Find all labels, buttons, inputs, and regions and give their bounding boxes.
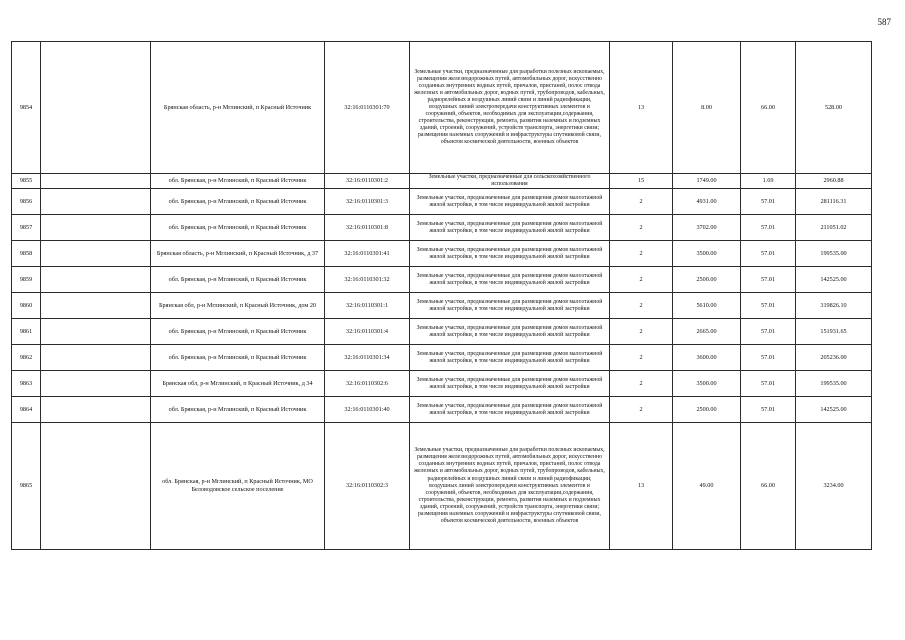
cell-cadastral-number: 32:16:0110301:32	[325, 267, 410, 293]
cell-address: Брянская обл, р-н Мглинский, п Красный Источник, д 34	[151, 371, 325, 397]
cell-record-number: 9863	[12, 371, 41, 397]
cell-cadastral-value: 199535.00	[796, 241, 872, 267]
cell-address: обл. Брянская, р-н Мглинский, п Красный Источник	[151, 215, 325, 241]
cell-type-code: 2	[610, 241, 673, 267]
table-row	[12, 371, 872, 397]
cell-cadastral-number: 32:16:0110302:6	[325, 371, 410, 397]
cell-land-use-purpose: Земельные участки, предназначенные для размещения домов малоэтажной жилой застройки, в том числе индивидуальной жилой застройки	[410, 371, 610, 397]
table-row	[12, 345, 872, 371]
land-plots-table	[11, 41, 872, 550]
cell-type-code: 13	[610, 42, 673, 174]
table-row	[12, 241, 872, 267]
cell-type-code: 2	[610, 215, 673, 241]
cell-empty	[41, 189, 151, 215]
cell-cadastral-number: 32:16:0110301:4	[325, 319, 410, 345]
cell-cadastral-value: 281116.31	[796, 189, 872, 215]
cell-cadastral-number: 32:16:0110301:2	[325, 174, 410, 189]
cell-empty	[41, 267, 151, 293]
cell-empty	[41, 215, 151, 241]
cell-rate: 66.00	[741, 423, 796, 550]
cell-address: обл. Брянская, р-н Мглинский, п Красный Источник	[151, 267, 325, 293]
cell-type-code: 13	[610, 423, 673, 550]
table-row	[12, 42, 872, 174]
cell-address: Брянская область, р-н Мглинский, п Красный Источник, д 37	[151, 241, 325, 267]
cell-record-number: 9858	[12, 241, 41, 267]
cell-record-number: 9859	[12, 267, 41, 293]
table-body	[12, 42, 872, 550]
cell-cadastral-number: 32:16:0110301:41	[325, 241, 410, 267]
cell-type-code: 2	[610, 397, 673, 423]
cell-empty	[41, 319, 151, 345]
table-row	[12, 215, 872, 241]
cell-cadastral-number: 32:16:0110301:8	[325, 215, 410, 241]
cell-land-use-purpose: Земельные участки, предназначенные для размещения домов малоэтажной жилой застройки, в том числе индивидуальной жилой застройки	[410, 293, 610, 319]
table-row	[12, 189, 872, 215]
cell-cadastral-number: 32:16:0110301:70	[325, 42, 410, 174]
cell-cadastral-number: 32:16:0110301:3	[325, 189, 410, 215]
cell-land-use-purpose: Земельные участки, предназначенные для размещения домов малоэтажной жилой застройки, в том числе индивидуальной жилой застройки	[410, 319, 610, 345]
cell-cadastral-value: 151931.65	[796, 319, 872, 345]
cell-area: 2500.00	[673, 267, 741, 293]
cell-type-code: 2	[610, 345, 673, 371]
cell-cadastral-value: 2960.88	[796, 174, 872, 189]
cell-record-number: 9860	[12, 293, 41, 319]
cell-cadastral-number: 32:16:0110302:3	[325, 423, 410, 550]
cell-rate: 57.01	[741, 319, 796, 345]
table-row	[12, 174, 872, 189]
cell-area: 5610.00	[673, 293, 741, 319]
cell-land-use-purpose: Земельные участки, предназначенные для размещения домов малоэтажной жилой застройки, в том числе индивидуальной жилой застройки	[410, 397, 610, 423]
cell-rate: 57.01	[741, 371, 796, 397]
cell-type-code: 2	[610, 293, 673, 319]
cell-cadastral-value: 142525.00	[796, 267, 872, 293]
cell-address: Брянская область, р-н Мглинский, п Красный Источник	[151, 42, 325, 174]
cell-empty	[41, 423, 151, 550]
cell-record-number: 9865	[12, 423, 41, 550]
cell-area: 8.00	[673, 42, 741, 174]
cell-empty	[41, 174, 151, 189]
cell-area: 3600.00	[673, 345, 741, 371]
cell-cadastral-number: 32:16:0110301:40	[325, 397, 410, 423]
cell-record-number: 9854	[12, 42, 41, 174]
cell-record-number: 9862	[12, 345, 41, 371]
cell-address: обл. Брянская, р-н Мглинский, п Красный Источник	[151, 189, 325, 215]
cell-land-use-purpose: Земельные участки, предназначенные для размещения домов малоэтажной жилой застройки, в том числе индивидуальной жилой застройки	[410, 189, 610, 215]
cell-empty	[41, 397, 151, 423]
cell-empty	[41, 241, 151, 267]
cell-empty	[41, 371, 151, 397]
cell-area: 3702.00	[673, 215, 741, 241]
cell-address: обл. Брянская, р-н Мглинский, п Красный Источник	[151, 345, 325, 371]
cell-land-use-purpose: Земельные участки, предназначенные для разработки полезных ископаемых, размещения железнодорожных путей, автомобильных дорог, искусственно созданных внутренних водных путей, причалов, пристаней, полос отвода железных и автомобильных дорог, водных путей, трубопроводов, кабельных, радиорелейных и воздушных линий связи и линий радиофикации, воздушных линий электропередачи конструктивных элементов и сооружений, объектов, необходимых для эксплуатации,содержания, строительства, реконструкции, ремонта, развития наземных и подземных зданий, строений, сооружений, устройств транспорта, энергетики связи; размещения наземных сооружений и инфраструктуры спутниковой связи, объектов космической деятельности, военных объектов	[410, 423, 610, 550]
table-row	[12, 293, 872, 319]
land-plots-table-container	[11, 41, 871, 550]
cell-cadastral-value: 205236.00	[796, 345, 872, 371]
cell-record-number: 9864	[12, 397, 41, 423]
cell-address: обл. Брянская, р-н Мглинский, п Красный Источник, МО Беловодовское сельское поселение	[151, 423, 325, 550]
cell-cadastral-value: 199535.00	[796, 371, 872, 397]
cell-record-number: 9861	[12, 319, 41, 345]
cell-land-use-purpose: Земельные участки, предназначенные для разработки полезных ископаемых, размещения железнодорожных путей, автомобильных дорог, искусственно созданных внутренних водных путей, причалов, пристаней, полос отвода железных и автомобильных дорог, водных путей, трубопроводов, кабельных, радиорелейных и воздушных линий связи и линий радиофикации, воздушных линий электропередачи конструктивных элементов и сооружений, объектов, необходимых для эксплуатации,содержания, строительства, реконструкции, ремонта, развития наземных и подземных зданий, строений, сооружений, устройств транспорта, энергетики связи; размещения наземных сооружений и инфраструктуры спутниковой связи, объектов космической деятельности, военных объектов	[410, 42, 610, 174]
cell-rate: 57.01	[741, 241, 796, 267]
cell-rate: 57.01	[741, 293, 796, 319]
cell-cadastral-value: 319826.10	[796, 293, 872, 319]
cell-cadastral-number: 32:16:0110301:34	[325, 345, 410, 371]
cell-address: обл. Брянская, р-н Мглинский, п Красный Источник	[151, 397, 325, 423]
cell-area: 2665.00	[673, 319, 741, 345]
table-row	[12, 397, 872, 423]
cell-type-code: 2	[610, 267, 673, 293]
cell-cadastral-value: 211051.02	[796, 215, 872, 241]
cell-cadastral-value: 528.00	[796, 42, 872, 174]
cell-empty	[41, 42, 151, 174]
cell-type-code: 2	[610, 189, 673, 215]
cell-rate: 57.01	[741, 345, 796, 371]
cell-type-code: 2	[610, 319, 673, 345]
cell-address: обл. Брянская, р-н Мглинский, п Красный Источник	[151, 319, 325, 345]
cell-rate: 57.01	[741, 267, 796, 293]
cell-rate: 57.01	[741, 215, 796, 241]
cell-rate: 57.01	[741, 397, 796, 423]
cell-area: 2500.00	[673, 397, 741, 423]
cell-address: обл. Брянская, р-н Мглинский, п Красный Источник	[151, 174, 325, 189]
cell-cadastral-value: 3234.00	[796, 423, 872, 550]
cell-cadastral-value: 142525.00	[796, 397, 872, 423]
cell-type-code: 2	[610, 371, 673, 397]
cell-area: 4931.00	[673, 189, 741, 215]
cell-land-use-purpose: Земельные участки, предназначенные для размещения домов малоэтажной жилой застройки, в том числе индивидуальной жилой застройки	[410, 215, 610, 241]
cell-rate: 66.00	[741, 42, 796, 174]
cell-record-number: 9856	[12, 189, 41, 215]
cell-cadastral-number: 32:16:0110301:1	[325, 293, 410, 319]
page-number: 587	[877, 17, 891, 27]
cell-empty	[41, 345, 151, 371]
cell-area: 1749.00	[673, 174, 741, 189]
cell-land-use-purpose: Земельные участки, предназначенные для размещения домов малоэтажной жилой застройки, в том числе индивидуальной жилой застройки	[410, 241, 610, 267]
cell-area: 49.00	[673, 423, 741, 550]
table-row	[12, 319, 872, 345]
table-row	[12, 267, 872, 293]
table-row	[12, 423, 872, 550]
cell-land-use-purpose: Земельные участки, предназначенные для размещения домов малоэтажной жилой застройки, в том числе индивидуальной жилой застройки	[410, 345, 610, 371]
cell-rate: 1.69	[741, 174, 796, 189]
cell-empty	[41, 293, 151, 319]
cell-area: 3500.00	[673, 371, 741, 397]
cell-record-number: 9857	[12, 215, 41, 241]
cell-rate: 57.01	[741, 189, 796, 215]
cell-land-use-purpose: Земельные участки, предназначенные для размещения домов малоэтажной жилой застройки, в том числе индивидуальной жилой застройки	[410, 267, 610, 293]
cell-type-code: 15	[610, 174, 673, 189]
cell-address: Брянская обл, р-н Мглинский, п Красный Источник, дом 20	[151, 293, 325, 319]
cell-record-number: 9855	[12, 174, 41, 189]
cell-area: 3500.00	[673, 241, 741, 267]
cell-land-use-purpose: Земельные участки, предназначенные для сельскохозяйственного использования	[410, 174, 610, 189]
